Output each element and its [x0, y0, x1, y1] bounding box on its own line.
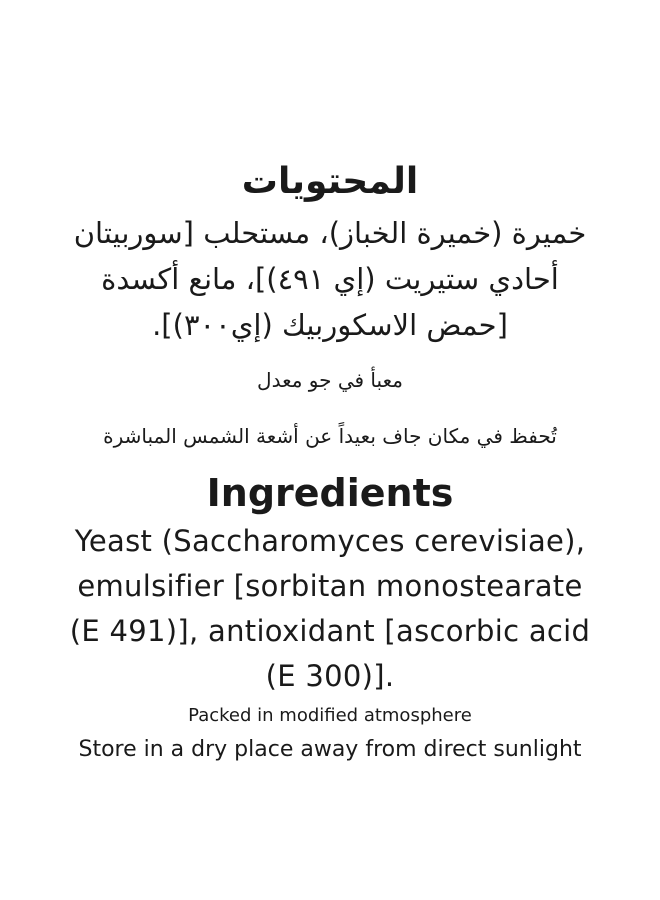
english-packed-note: Packed in modified atmosphere [188, 705, 472, 726]
english-ingredients-line-1: Yeast (Saccharomyces cerevisiae), [74, 524, 586, 558]
arabic-ingredients-line-1: خميرة (خميرة الخباز)، مستحلب [سوربيتان [73, 216, 587, 250]
arabic-storage-note: تُحفظ في مكان جاف بعيداً عن أشعة الشمس المباشرة [103, 424, 557, 448]
english-ingredients-line-2: emulsifier [sorbitan monostearate [77, 569, 583, 603]
english-ingredients-title: Ingredients [206, 471, 454, 515]
english-ingredients-line-3: (E 491)], antioxidant [ascorbic acid [69, 614, 591, 648]
english-storage-note: Store in a dry place away from direct sunlight [78, 737, 582, 762]
english-ingredients-line-4: (E 300)]. [265, 659, 395, 693]
arabic-ingredients-line-2: أحادي ستيريت (إي ٤٩١)]، مانع أكسدة [101, 262, 559, 296]
arabic-packed-note: معبأ في جو معدل [257, 368, 403, 392]
arabic-ingredients-line-3: [حمض الاسكوربيك (إي٣٠٠)]. [152, 308, 508, 342]
arabic-ingredients-title: المحتويات [241, 161, 419, 202]
